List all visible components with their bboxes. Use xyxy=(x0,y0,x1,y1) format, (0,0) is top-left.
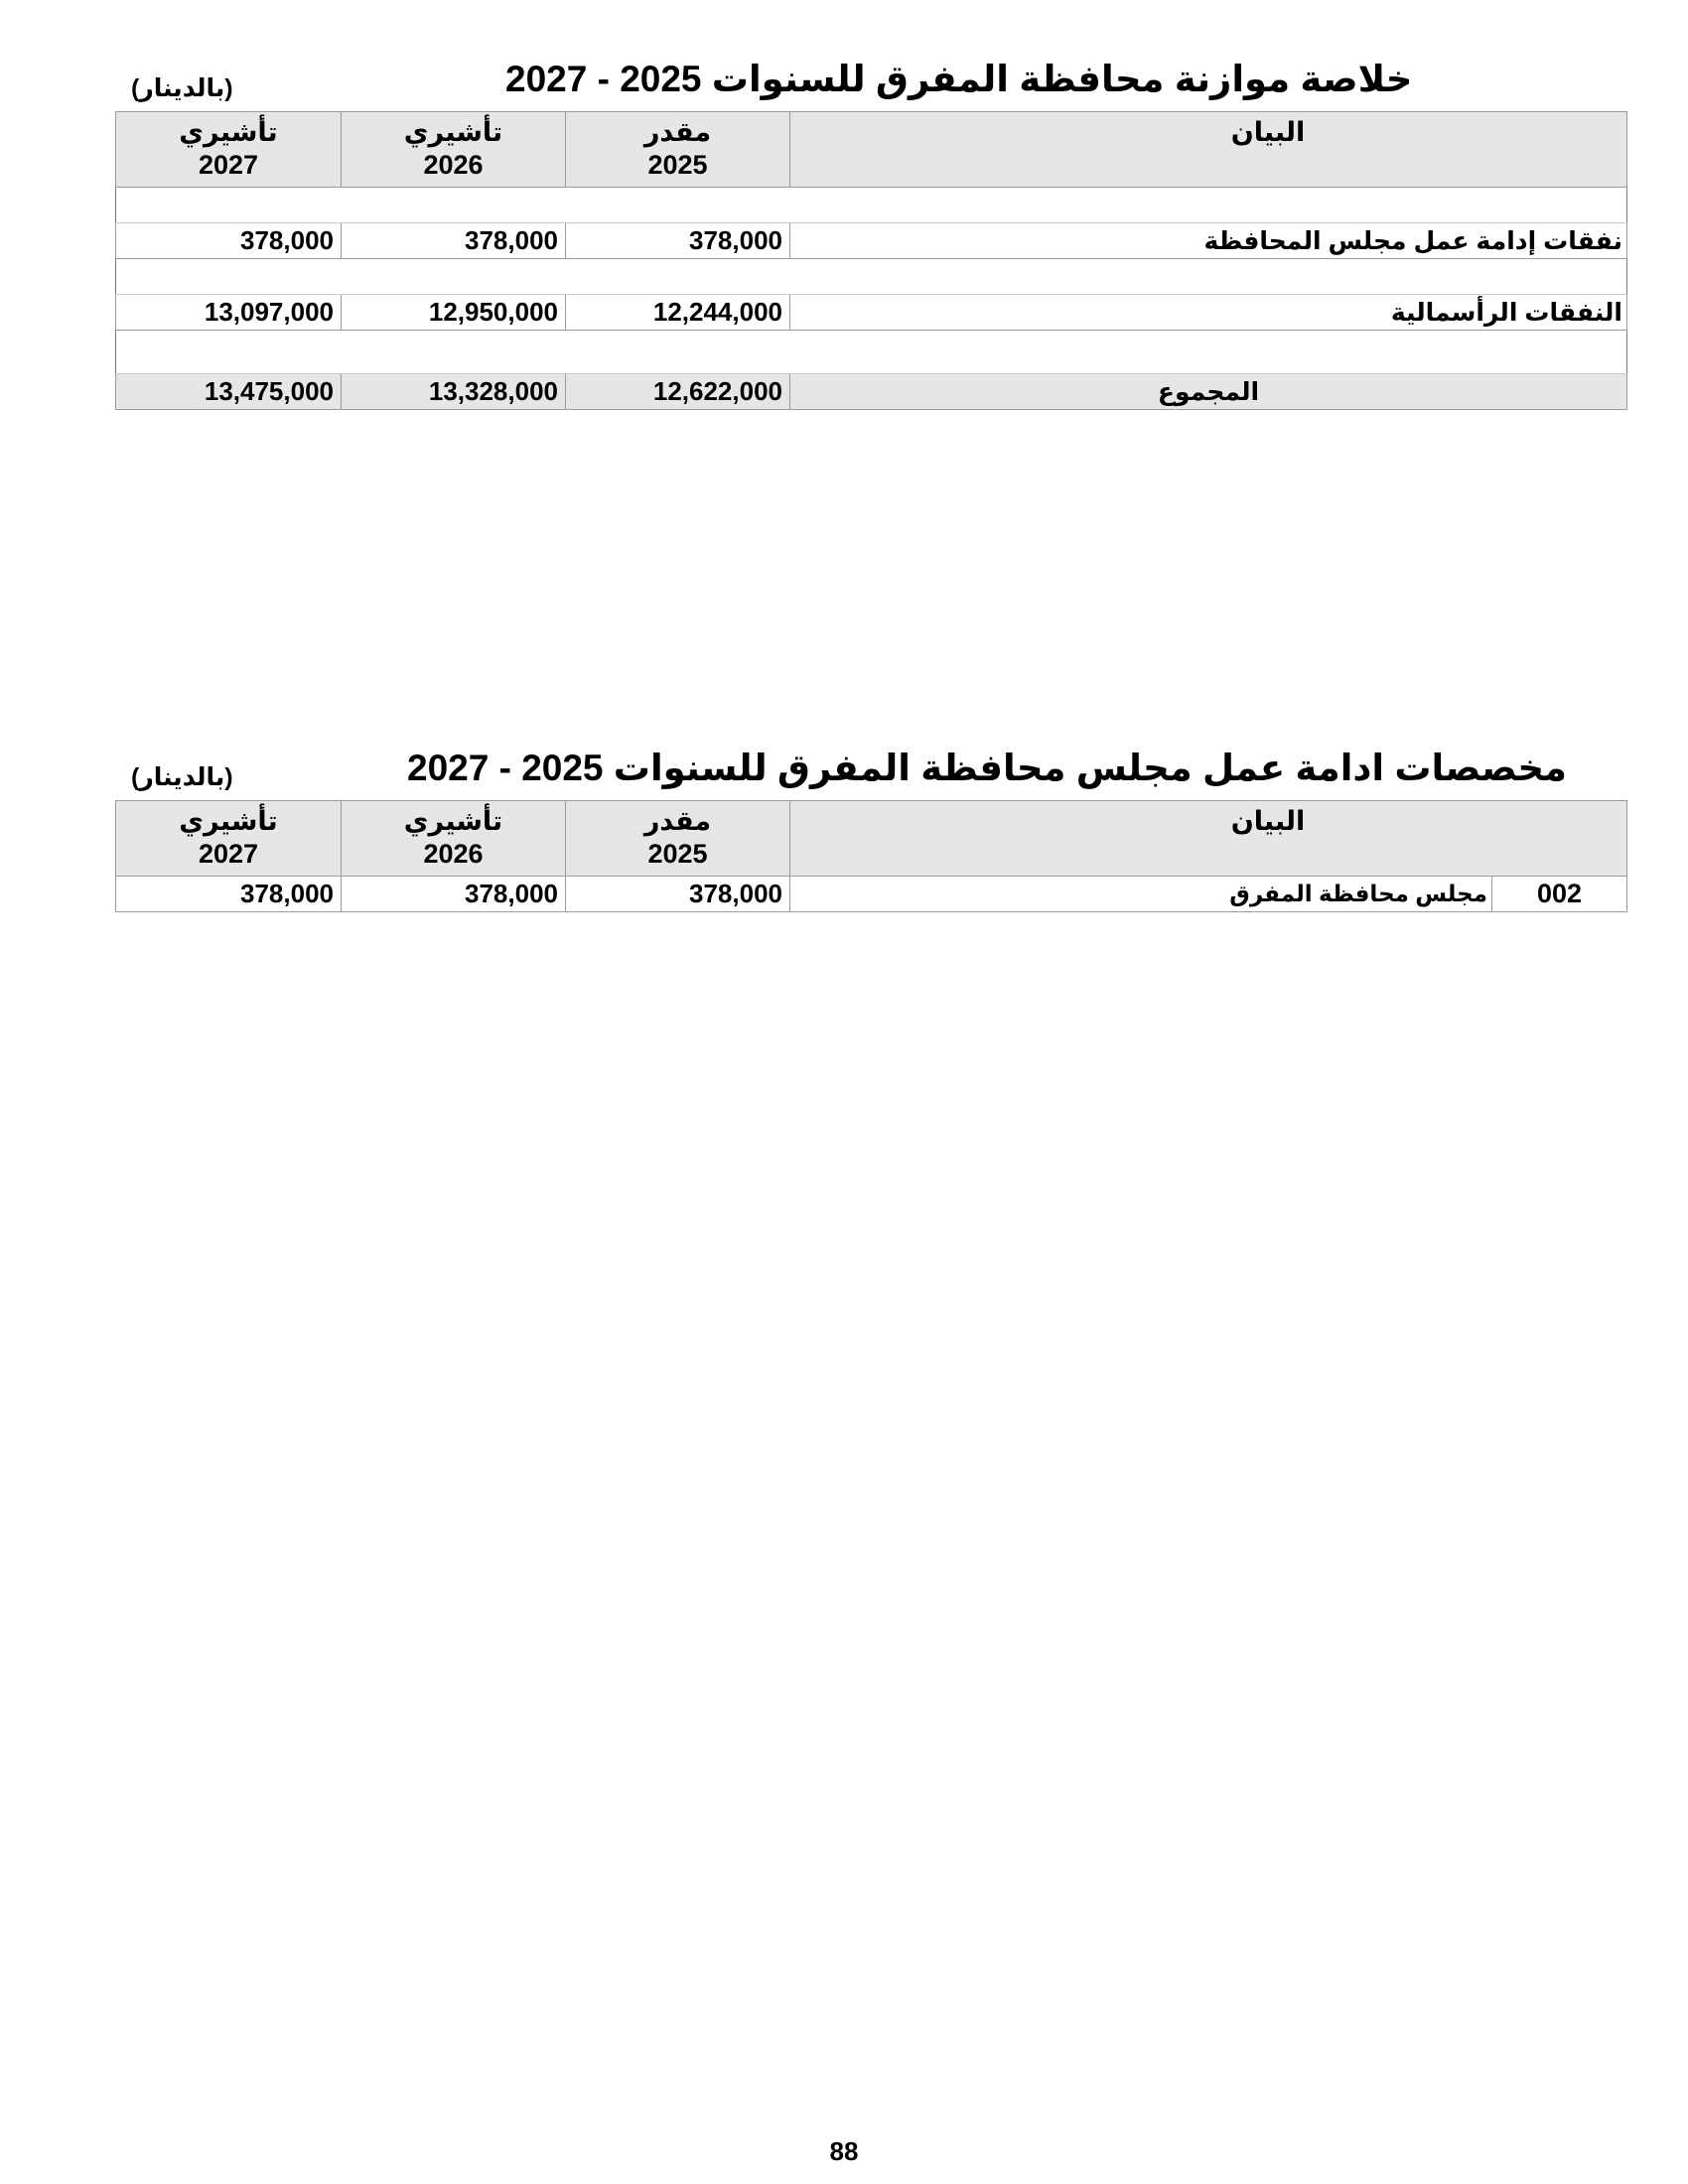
header-2026-year: 2026 xyxy=(423,839,484,869)
row-label: مجلس محافظة المفرق xyxy=(790,877,1492,912)
allocations-table xyxy=(115,800,1627,912)
budget-summary-section xyxy=(115,58,1626,410)
spacer-row xyxy=(116,188,1627,223)
header-2027 xyxy=(116,801,342,877)
total-row xyxy=(116,374,1627,410)
header-2025-year: 2025 xyxy=(647,839,708,869)
page-number: 88 xyxy=(829,2136,859,2166)
header-2027-year: 2027 xyxy=(198,839,259,869)
header-2025 xyxy=(566,112,790,188)
value-2027: 378,000 xyxy=(116,223,342,259)
total-label: المجموع xyxy=(790,374,1627,410)
header-2026 xyxy=(342,112,566,188)
summary-unit-label: (بالدينار) xyxy=(131,74,233,102)
header-2026-year: 2026 xyxy=(423,150,484,180)
value-2026: 378,000 xyxy=(342,223,566,259)
value-2025: 12,244,000 xyxy=(566,295,790,331)
row-label: نفقات إدامة عمل مجلس المحافظة xyxy=(790,223,1627,259)
header-bayan xyxy=(790,801,1627,877)
summary-table xyxy=(115,111,1627,410)
header-bayan-label: البيان xyxy=(1230,117,1306,147)
value-2027: 13,097,000 xyxy=(116,295,342,331)
value-2026: 12,950,000 xyxy=(342,295,566,331)
allocations-title: مخصصات ادامة عمل مجلس محافظة المفرق للسنوات 2025 - 2027 xyxy=(407,748,1567,788)
header-2027-year: 2027 xyxy=(198,150,259,180)
header-bayan xyxy=(790,112,1627,188)
value-2026: 378,000 xyxy=(342,877,566,912)
header-2025-label: مقدر xyxy=(643,117,712,147)
header-2026-label: تأشيري xyxy=(403,806,503,836)
value-2025: 378,000 xyxy=(566,877,790,912)
table-row xyxy=(116,223,1627,259)
header-2025 xyxy=(566,801,790,877)
header-2025-year: 2025 xyxy=(647,150,708,180)
total-2026: 13,328,000 xyxy=(342,374,566,410)
spacer-row xyxy=(116,331,1627,374)
header-2025-label: مقدر xyxy=(643,806,712,836)
value-2027: 378,000 xyxy=(116,877,342,912)
allocations-header-row xyxy=(116,801,1627,877)
header-bayan-label: البيان xyxy=(1230,806,1306,836)
allocations-title-row xyxy=(115,747,1626,800)
table-row xyxy=(116,295,1627,331)
council-allocations-section xyxy=(115,747,1626,912)
total-2027: 13,475,000 xyxy=(116,374,342,410)
summary-title-row xyxy=(115,58,1626,111)
row-label: النفقات الرأسمالية xyxy=(790,295,1627,331)
value-2025: 378,000 xyxy=(566,223,790,259)
summary-header-row xyxy=(116,112,1627,188)
allocations-unit-label: (بالدينار) xyxy=(131,763,233,791)
header-2026-label: تأشيري xyxy=(403,117,503,147)
header-2027 xyxy=(116,112,342,188)
table-row xyxy=(116,877,1627,912)
header-2027-label: تأشيري xyxy=(179,117,278,147)
spacer-row xyxy=(116,259,1627,295)
summary-title: خلاصة موازنة محافظة المفرق للسنوات 2025 - 2027 xyxy=(505,59,1413,99)
header-2026 xyxy=(342,801,566,877)
total-2025: 12,622,000 xyxy=(566,374,790,410)
row-code: 002 xyxy=(1492,877,1627,912)
header-2027-label: تأشيري xyxy=(179,806,278,836)
